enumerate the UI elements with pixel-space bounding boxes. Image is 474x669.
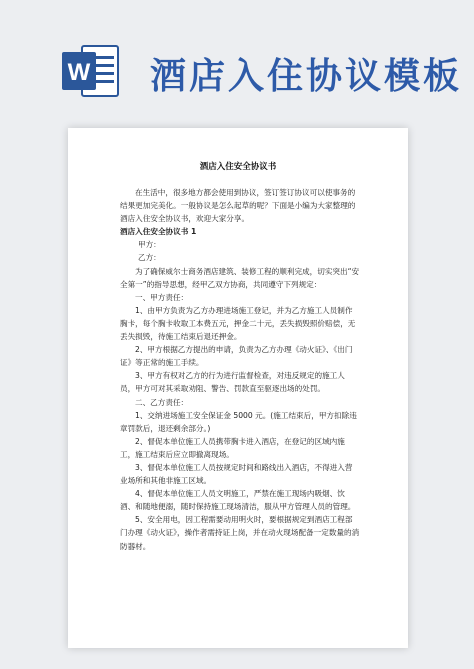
document-page (68, 128, 408, 648)
clause-paragraph: 2、督促本单位施工人员携带胸卡进入酒店，在登记的区域内施工，施工结束后应立即撤离现场。 (120, 436, 345, 459)
clause-paragraph: 4、督促本单位施工人员文明施工，严禁在施工现场内吸烟、饮酒、和随地便溺，随时保持施工现场清洁，服从甲方管理人员的管理。 (120, 489, 356, 512)
clause-paragraph: 1、交纳进场施工安全保证金 5000 元。(施工结束后，甲方扣除违章罚款后，退还剩余部分。) (120, 410, 357, 433)
clause-paragraph: 2、甲方根据乙方提出的申请，负责为乙方办理《动火证》、《出门证》等正常的施工手续。 (120, 345, 353, 368)
banner-title: 酒店入住协议模板 (150, 55, 463, 97)
word-logo-letter: W (67, 59, 91, 86)
clause-paragraph: 3、甲方有权对乙方的行为进行监督检查，对违反规定的施工人员，甲方可对其采取劝阻、警告、罚款直至驱逐出场的处罚。 (120, 371, 345, 394)
word-logo-icon (62, 40, 120, 102)
party-b-duties-heading: 二、乙方责任： (135, 397, 189, 407)
party-a-line: 甲方： (138, 240, 161, 250)
clause-paragraph: 3、督促本单位施工人员按规定时间和路线出入酒店，不得进入营业场所和其他非施工区域。 (120, 462, 353, 486)
purpose-paragraph: 为了确保威尔士商务酒店建筑、装修工程的顺利完成，切实突出“安全第一”的指导思想，经甲乙双方协商，共同遵守下列规定： (120, 266, 360, 289)
document-body (120, 186, 360, 553)
intro-paragraph: 在生活中，很多地方都会使用到协议，签订签订协议可以使事务的结果更加完美化。一般协议是怎么起草的呢？下面是小编为大家整理的酒店入住安全协议书，欢迎大家分享。 (120, 188, 356, 224)
clause-paragraph: 5、安全用电，因工程需要动用明火时，要根据规定到酒店工程部门办理《动火证》，操作者需持证上岗，并在动火现场配备一定数量的消防器材。 (120, 515, 360, 551)
banner (0, 0, 474, 135)
party-b-line: 乙方： (138, 253, 161, 263)
clause-paragraph: 1、由甲方负责为乙方办理进场施工登记，并为乙方施工人员制作胸卡，每个胸卡收取工本费五元，押金二十元，丢失损毁照价赔偿，无丢失损毁，待施工结束后退还押金。 (120, 305, 356, 342)
document-title: 酒店入住安全协议书 (199, 162, 277, 172)
section-heading: 酒店入住安全协议书 1 (120, 227, 197, 237)
party-a-duties-heading: 一、甲方责任： (135, 292, 189, 302)
